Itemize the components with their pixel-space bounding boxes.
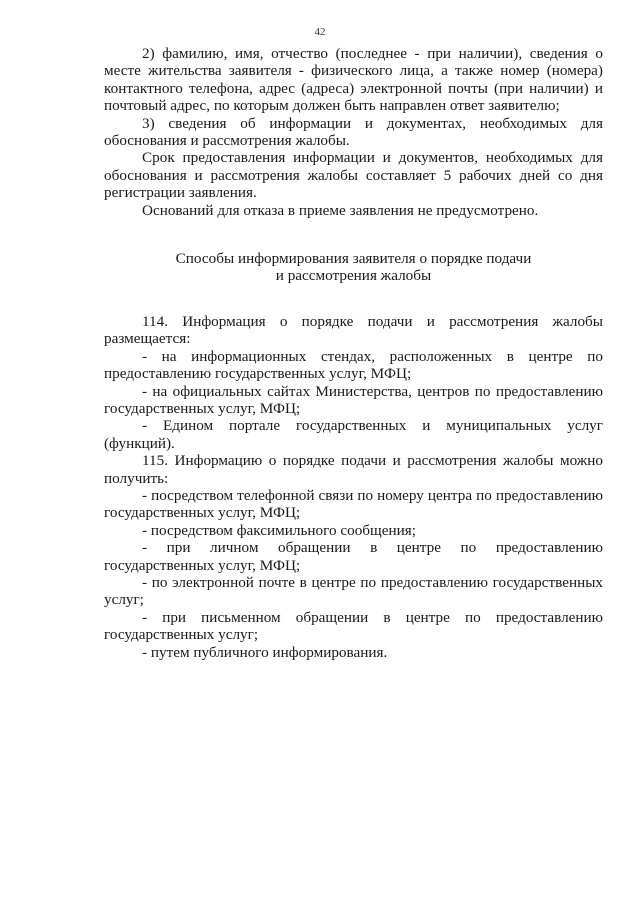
list-item: - путем публичного информирования.	[142, 643, 388, 661]
list-item: - при письменном обращении в центре по предоставлению государственных услуг;	[104, 608, 603, 644]
list-item: - Едином портале государственных и муниципальных услуг (функций).	[104, 417, 603, 452]
section-heading	[104, 250, 603, 285]
paragraph: 115. Информацию о порядке подачи и рассмотрения жалобы можно получить:	[104, 452, 603, 487]
page-number: 42	[314, 26, 326, 38]
paragraph: 2) фамилию, имя, отчество (последнее - при наличии), сведения о месте жительства заявителя - физического лица, а также номер (номера) контактного телефона, адрес (адреса) электронной почты (при наличии) и почтовый адрес, по которым должен быть направлен ответ заявителю;	[104, 45, 603, 115]
list-item: - посредством телефонной связи по номеру центра по предоставлению государственных услуг, МФЦ;	[104, 486, 603, 522]
paragraph: 114. Информация о порядке подачи и рассмотрения жалобы размещается:	[104, 312, 603, 348]
section-heading-line: и рассмотрения жалобы	[275, 267, 432, 285]
paragraph: 3) сведения об информации и документах, необходимых для обоснования и рассмотрения жалобы.	[104, 114, 603, 150]
paragraph: Оснований для отказа в приеме заявления не предусмотрено.	[142, 201, 539, 219]
document-body	[104, 45, 603, 661]
list-item: - по электронной почте в центре по предоставлению государственных услуг;	[104, 573, 603, 609]
list-item: - посредством факсимильного сообщения;	[142, 521, 416, 539]
list-item: - на информационных стендах, расположенных в центре по предоставлению государственных услуг, МФЦ;	[104, 347, 603, 383]
section-heading-line: Способы информирования заявителя о порядке подачи	[175, 250, 532, 268]
list-item: - при личном обращении в центре по предоставлению государственных услуг, МФЦ;	[104, 539, 603, 574]
paragraph: Срок предоставления информации и документов, необходимых для обоснования и рассмотрения жалобы составляет 5 рабочих дней со дня регистрации заявления.	[104, 149, 603, 202]
list-item: - на официальных сайтах Министерства, центров по предоставлению государственных услуг, МФЦ;	[104, 382, 603, 417]
